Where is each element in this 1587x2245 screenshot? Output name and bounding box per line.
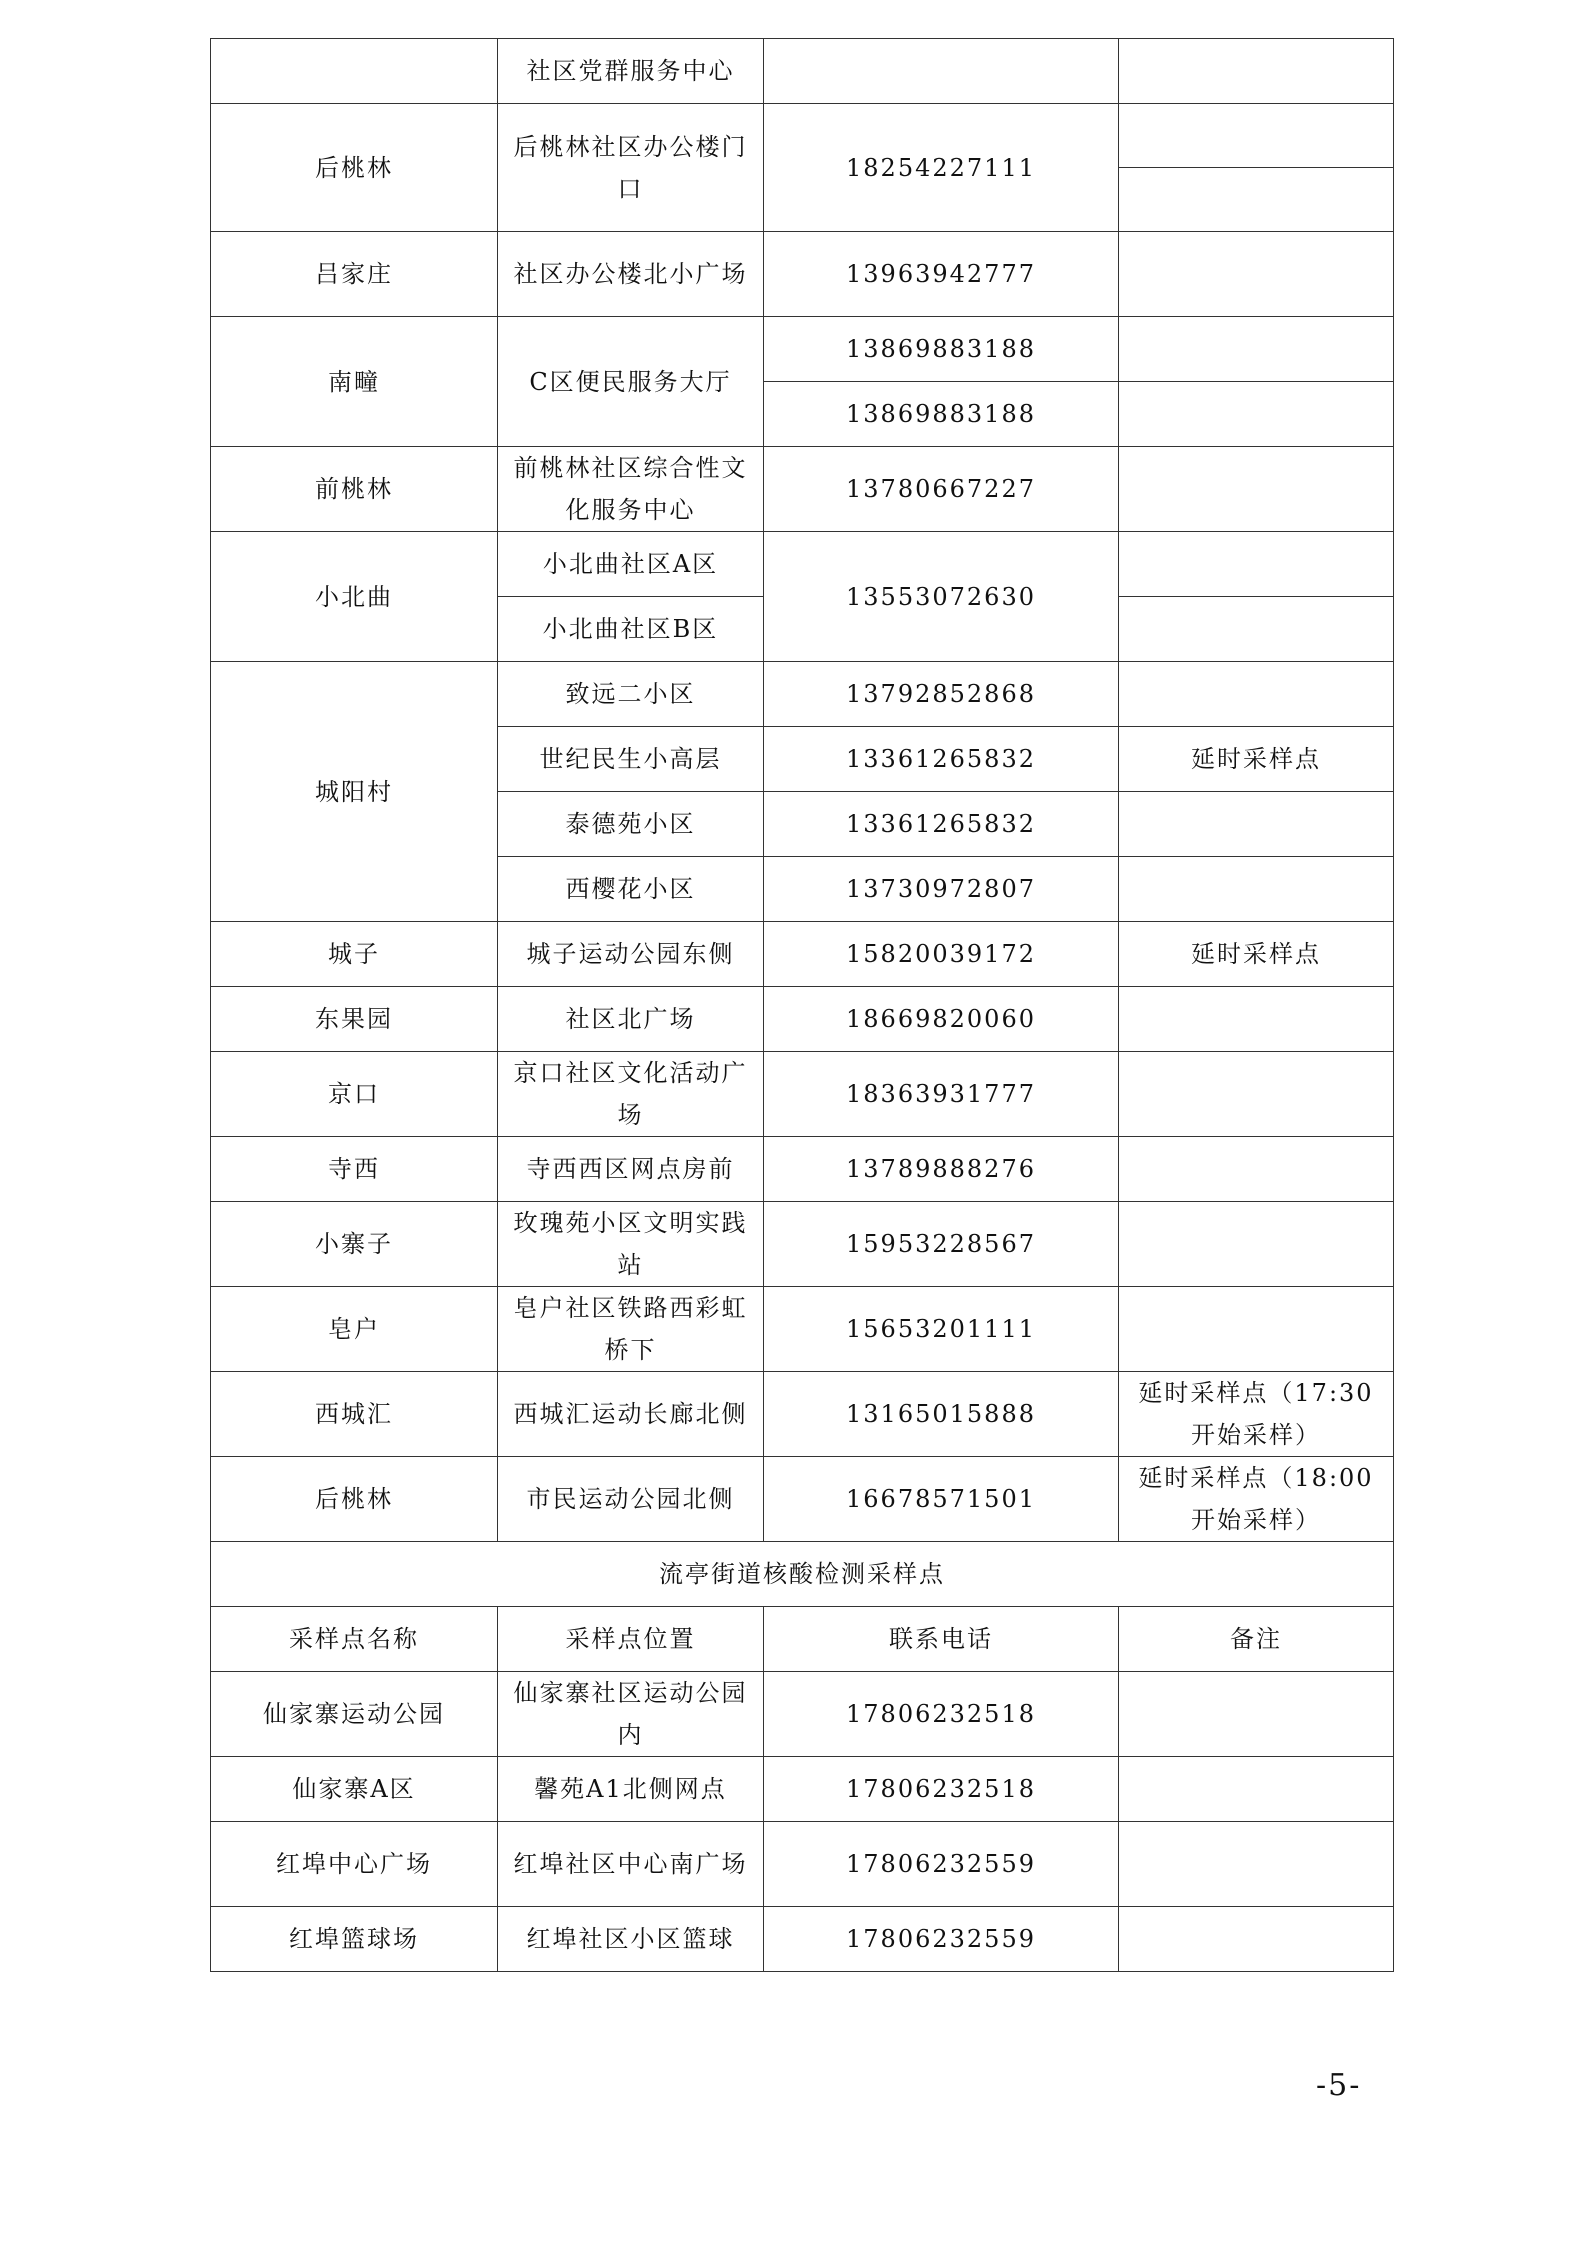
table-row	[211, 1757, 1394, 1822]
page-number: -5-	[1316, 2068, 1362, 2103]
site-location: 小北曲社区A区	[498, 532, 764, 597]
site-phone: 13553072630	[764, 532, 1119, 662]
site-location: 社区北广场	[498, 987, 764, 1052]
site-phone: 13165015888	[764, 1372, 1119, 1457]
site-note	[1119, 597, 1394, 662]
site-note	[1119, 104, 1394, 168]
table-row	[211, 39, 1394, 104]
site-note	[1119, 232, 1394, 317]
section-title-row	[211, 1542, 1394, 1607]
site-name: 寺西	[211, 1137, 498, 1202]
site-location: 红埠社区小区篮球	[498, 1907, 764, 1972]
site-name: 前桃林	[211, 447, 498, 532]
site-location: 市民运动公园北侧	[498, 1457, 764, 1542]
site-phone: 18254227111	[764, 104, 1119, 232]
site-phone: 13963942777	[764, 232, 1119, 317]
site-phone: 13869883188	[764, 317, 1119, 382]
site-location: 红埠社区中心南广场	[498, 1822, 764, 1907]
site-phone: 13730972807	[764, 857, 1119, 922]
site-name: 红埠篮球场	[211, 1907, 498, 1972]
site-note	[1119, 168, 1394, 232]
site-phone: 15953228567	[764, 1202, 1119, 1287]
site-phone	[764, 39, 1119, 104]
site-note	[1119, 792, 1394, 857]
site-location: 皂户社区铁路西彩虹桥下	[498, 1287, 764, 1372]
site-name: 后桃林	[211, 1457, 498, 1542]
site-note	[1119, 1672, 1394, 1757]
site-phone: 13361265832	[764, 792, 1119, 857]
table-row	[211, 1372, 1394, 1457]
table-row	[211, 1822, 1394, 1907]
site-name: 小寨子	[211, 1202, 498, 1287]
site-note	[1119, 1757, 1394, 1822]
site-location: 西城汇运动长廊北侧	[498, 1372, 764, 1457]
header-name: 采样点名称	[211, 1607, 498, 1672]
header-location: 采样点位置	[498, 1607, 764, 1672]
site-location: 西樱花小区	[498, 857, 764, 922]
site-note	[1119, 39, 1394, 104]
table-row	[211, 922, 1394, 987]
site-note	[1119, 1287, 1394, 1372]
site-name: 小北曲	[211, 532, 498, 662]
site-location: 城子运动公园东侧	[498, 922, 764, 987]
site-phone: 17806232559	[764, 1822, 1119, 1907]
site-note: 延时采样点（17:30开始采样）	[1119, 1372, 1394, 1457]
table-row	[211, 1907, 1394, 1972]
site-name: 吕家庄	[211, 232, 498, 317]
table-row	[211, 1137, 1394, 1202]
site-location: 社区党群服务中心	[498, 39, 764, 104]
table-row	[211, 987, 1394, 1052]
site-location: 仙家寨社区运动公园内	[498, 1672, 764, 1757]
site-location: 致远二小区	[498, 662, 764, 727]
site-name: 东果园	[211, 987, 498, 1052]
site-phone: 13780667227	[764, 447, 1119, 532]
site-location: 社区办公楼北小广场	[498, 232, 764, 317]
site-note	[1119, 1822, 1394, 1907]
site-name: 红埠中心广场	[211, 1822, 498, 1907]
site-location: 馨苑A1北侧网点	[498, 1757, 764, 1822]
site-note: 延时采样点（18:00开始采样）	[1119, 1457, 1394, 1542]
site-note	[1119, 317, 1394, 382]
site-name: 仙家寨运动公园	[211, 1672, 498, 1757]
site-note	[1119, 662, 1394, 727]
site-location: 寺西西区网点房前	[498, 1137, 764, 1202]
site-note: 延时采样点	[1119, 922, 1394, 987]
site-name: 南疃	[211, 317, 498, 447]
site-phone: 17806232518	[764, 1672, 1119, 1757]
site-phone: 13789888276	[764, 1137, 1119, 1202]
site-location: 泰德苑小区	[498, 792, 764, 857]
table-row	[211, 1287, 1394, 1372]
site-phone: 13792852868	[764, 662, 1119, 727]
site-note	[1119, 857, 1394, 922]
table-row	[211, 1052, 1394, 1137]
site-name: 城子	[211, 922, 498, 987]
site-note	[1119, 1907, 1394, 1972]
site-note	[1119, 1052, 1394, 1137]
site-phone: 17806232559	[764, 1907, 1119, 1972]
site-name: 皂户	[211, 1287, 498, 1372]
header-phone: 联系电话	[764, 1607, 1119, 1672]
site-name: 仙家寨A区	[211, 1757, 498, 1822]
site-note	[1119, 1137, 1394, 1202]
site-name: 城阳村	[211, 662, 498, 922]
site-phone: 18363931777	[764, 1052, 1119, 1137]
header-note: 备注	[1119, 1607, 1394, 1672]
site-phone: 16678571501	[764, 1457, 1119, 1542]
site-note	[1119, 987, 1394, 1052]
site-name: 西城汇	[211, 1372, 498, 1457]
site-location: 前桃林社区综合性文化服务中心	[498, 447, 764, 532]
site-phone: 17806232518	[764, 1757, 1119, 1822]
site-note	[1119, 532, 1394, 597]
table-row	[211, 232, 1394, 317]
site-name: 京口	[211, 1052, 498, 1137]
table-row	[211, 1672, 1394, 1757]
site-location: 小北曲社区B区	[498, 597, 764, 662]
table-row	[211, 447, 1394, 532]
table-row	[211, 317, 1394, 382]
site-note	[1119, 447, 1394, 532]
site-location: 玫瑰苑小区文明实践站	[498, 1202, 764, 1287]
site-note	[1119, 1202, 1394, 1287]
site-phone: 15653201111	[764, 1287, 1119, 1372]
table-row	[211, 104, 1394, 168]
sampling-site-table	[210, 38, 1394, 1972]
site-name	[211, 39, 498, 104]
section-title: 流亭街道核酸检测采样点	[211, 1542, 1394, 1607]
table-row	[211, 1202, 1394, 1287]
site-phone: 13361265832	[764, 727, 1119, 792]
site-location: 世纪民生小高层	[498, 727, 764, 792]
site-phone: 13869883188	[764, 382, 1119, 447]
site-location: C区便民服务大厅	[498, 317, 764, 447]
site-phone: 15820039172	[764, 922, 1119, 987]
site-name: 后桃林	[211, 104, 498, 232]
site-location: 京口社区文化活动广场	[498, 1052, 764, 1137]
site-location: 后桃林社区办公楼门口	[498, 104, 764, 232]
table-row	[211, 532, 1394, 597]
table-row	[211, 1457, 1394, 1542]
table-row	[211, 662, 1394, 727]
site-note: 延时采样点	[1119, 727, 1394, 792]
site-phone: 18669820060	[764, 987, 1119, 1052]
header-row	[211, 1607, 1394, 1672]
site-note	[1119, 382, 1394, 447]
